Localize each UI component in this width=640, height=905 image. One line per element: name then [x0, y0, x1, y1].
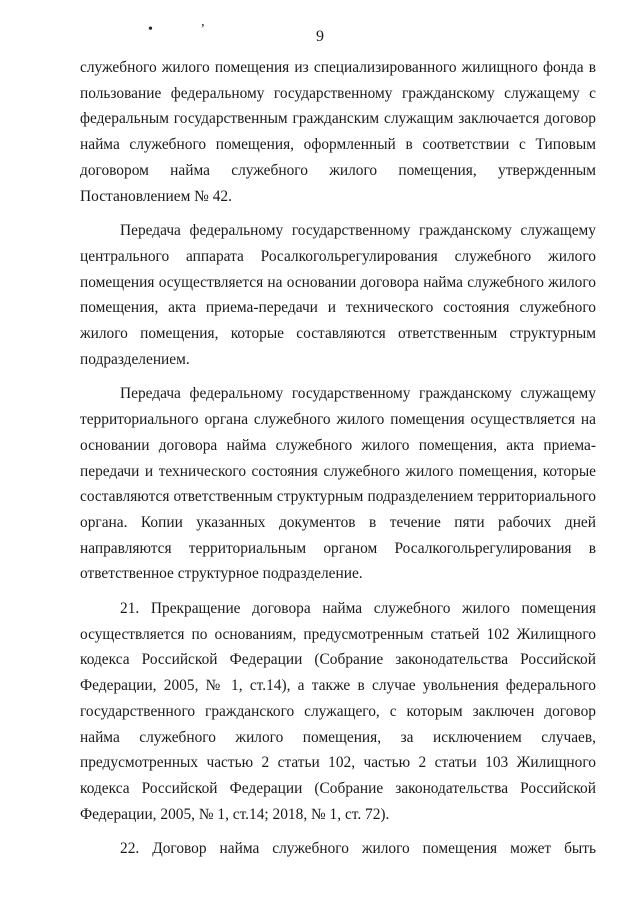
paragraph-item-22: 22. Договор найма служебного жилого помещения может быть — [120, 840, 596, 858]
paragraph-item-21: 21. Прекращение договора найма служебного жилого помещения осуществляется по основаниям, предусмотренным статьей 102 Жилищного кодекса Российской Федерации (Собрание законодательства Российской Федерации, 2005, № 1, ст.14), а также в случае увольнения федерального государственного гражданского служащего, с которым заключен договор найма служебного жилого помещения, за исключением случаев, предусмотренных частью 2 статьи 102, частью 2 статьи 103 Жилищного кодекса Российской Федерации (Собрание законодательства Российской Федерации, 2005, № 1, ст.14; 2018, № 1, ст. 72). — [80, 600, 596, 823]
scan-specks: • ’ — [148, 22, 228, 37]
paragraph-central-transfer: Передача федеральному государственному гражданскому служащему центрального аппарата Росалкогольрегулирования служебного жилого помещения осуществляется на основании договора найма служебного жилого помещения, акта приема-передачи и технического состояния служебного жилого помещения, которые составляются ответственным структурным подразделением. — [80, 222, 596, 368]
paragraph-continuation: служебного жилого помещения из специализированного жилищного фонда в пользование федеральному государственному гражданскому служащему с федеральным государственным гражданским служащим заключается договор найма служебного помещения, оформленный в соответствии с Типовым договором найма служебного жилого помещения, утвержденным Постановлением № 42. — [80, 59, 596, 205]
paragraph-territorial-transfer: Передача федеральному государственному гражданскому служащему территориального органа служебного жилого помещения осуществляется на основании договора найма служебного жилого помещения, акта приема-передачи и технического состояния служебного жилого помещения, которые составляются ответственным структурным подразделением территориального органа. Копии указанных документов в течение пяти рабочих дней направляются территориальным органом Росалкогольрегулирования в ответственное структурное подразделение. — [80, 385, 596, 583]
page-number: 9 — [316, 28, 324, 45]
body-text — [80, 55, 596, 862]
